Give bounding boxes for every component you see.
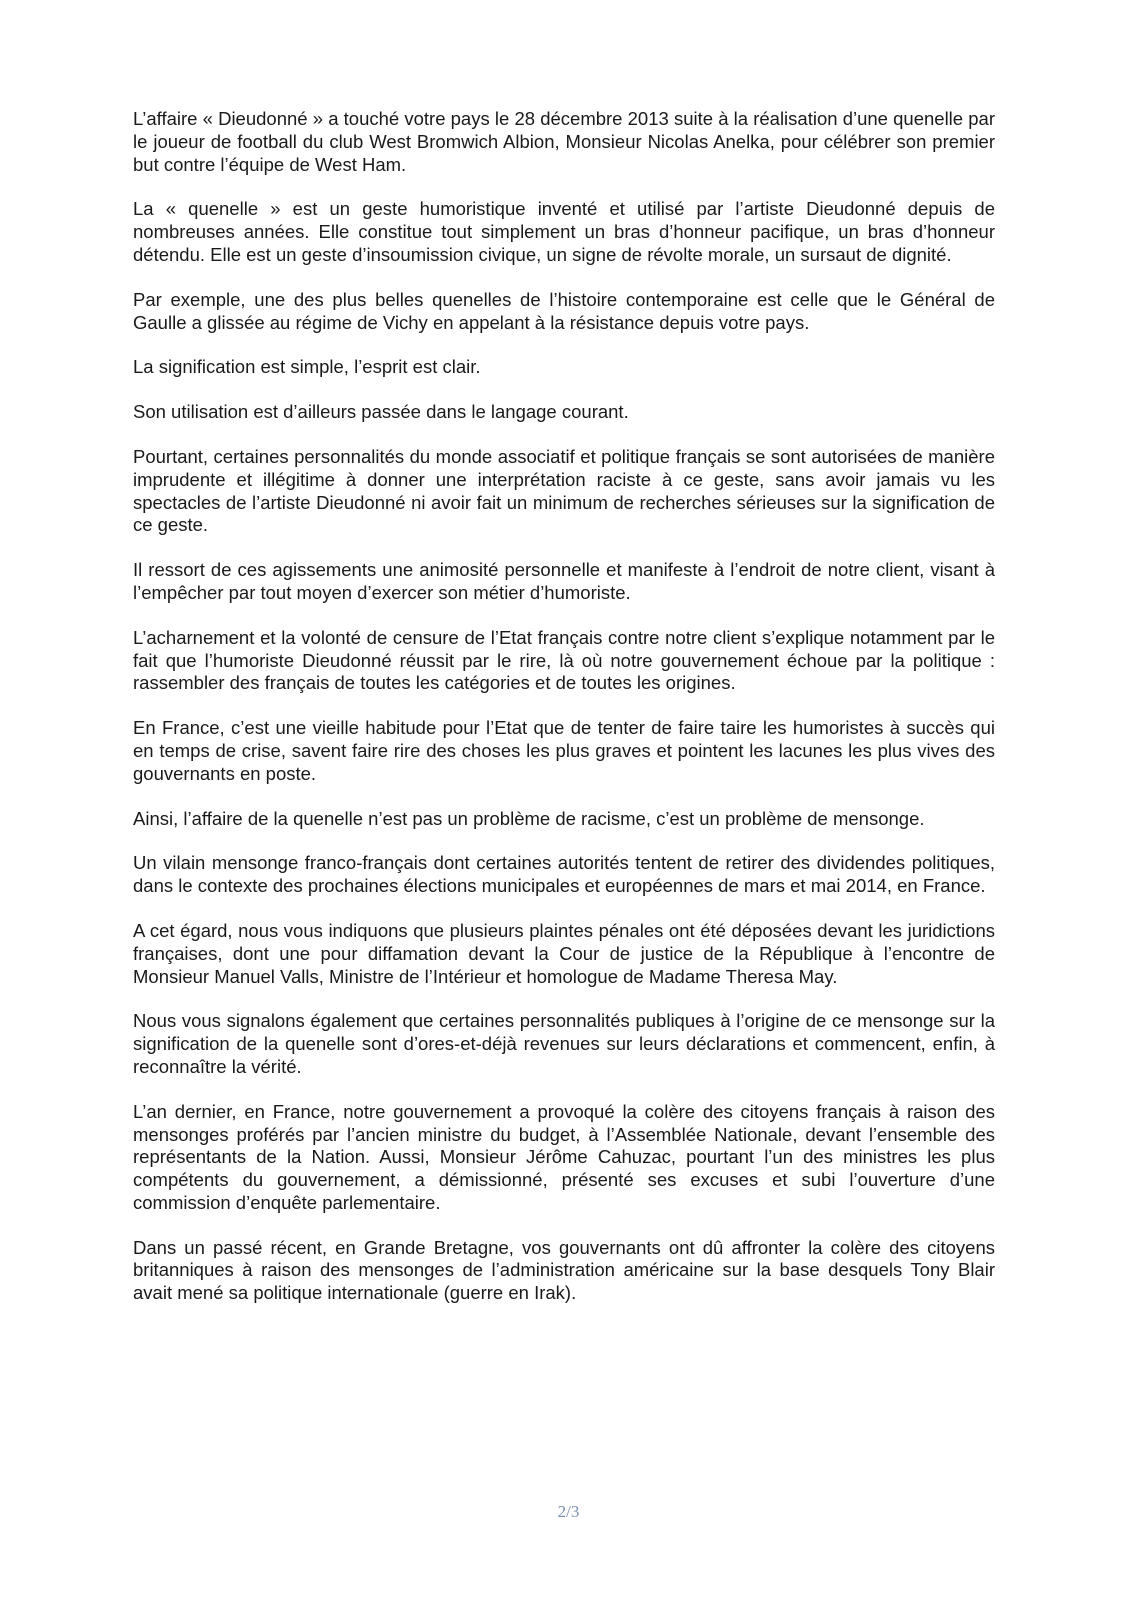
paragraph: En France, c’est une vieille habitude pour l’Etat que de tenter de faire taire les humoristes à succès qui en temps de crise, savent faire rire des choses les plus graves et pointent les lacunes les plus vives des gouvernants en poste. xyxy=(133,717,995,784)
paragraph: L’an dernier, en France, notre gouvernement a provoqué la colère des citoyens français à raison des mensonges proférés par l’ancien ministre du budget, à l’Assemblée Nationale, devant l’ensemble des représentants de la Nation. Aussi, Monsieur Jérôme Cahuzac, pourtant l’un des ministres les plus compétents du gouvernement, a démissionné, présenté ses excuses et subi l’ouverture d’une commission d’enquête parlementaire. xyxy=(133,1100,995,1213)
paragraph: L’affaire « Dieudonné » a touché votre pays le 28 décembre 2013 suite à la réalisation d’une quenelle par le joueur de football du club West Bromwich Albion, Monsieur Nicolas Anelka, pour célébrer son premier but contre l’équipe de West Ham. xyxy=(133,108,995,175)
paragraph: L’acharnement et la volonté de censure de l’Etat français contre notre client s’explique notamment par le fait que l’humoriste Dieudonné réussit par le rire, là où notre gouvernement échoue par la politique : rassembler des français de toutes les catégories et de toutes les origines. xyxy=(133,626,995,694)
paragraph: A cet égard, nous vous indiquons que plusieurs plaintes pénales ont été déposées devant les juridictions françaises, dont une pour diffamation devant la Cour de justice de la République à l’encontre de Monsieur Manuel Valls, Ministre de l’Intérieur et homologue de Madame Theresa May. xyxy=(133,919,995,987)
paragraph: Nous vous signalons également que certaines personnalités publiques à l’origine de ce mensonge sur la signification de la quenelle sont d’ores-et-déjà revenues sur leurs déclarations et commencent, enfin, à reconnaître la vérité. xyxy=(133,1010,995,1077)
paragraph: La « quenelle » est un geste humoristique inventé et utilisé par l’artiste Dieudonné depuis de nombreuses années. Elle constitue tout simplement un bras d’honneur pacifique, un bras d’honneur détendu. Elle est un geste d’insoumission civique, un signe de révolte morale, un sursaut de dignité. xyxy=(133,198,995,265)
paragraph: La signification est simple, l’esprit est clair. xyxy=(133,356,481,378)
paragraph: Par exemple, une des plus belles quenelles de l’histoire contemporaine est celle que le Général de Gaulle a glissée au régime de Vichy en appelant à la résistance depuis votre pays. xyxy=(133,288,995,333)
page-number: 2/3 xyxy=(557,1502,580,1521)
paragraph: Son utilisation est d’ailleurs passée dans le langage courant. xyxy=(133,401,629,423)
paragraph: Pourtant, certaines personnalités du monde associatif et politique français se sont autorisées de manière imprudente et illégitime à donner une interprétation raciste à ce geste, sans avoir jamais vu les spectacles de l’artiste Dieudonné ni avoir fait un minimum de recherches sérieuses sur la signification de ce geste. xyxy=(133,445,995,536)
paragraph: Il ressort de ces agissements une animosité personnelle et manifeste à l’endroit de notre client, visant à l’empêcher par tout moyen d’exercer son métier d’humoriste. xyxy=(133,559,995,603)
paragraph: Ainsi, l’affaire de la quenelle n’est pas un problème de racisme, c’est un problème de mensonge. xyxy=(133,807,925,829)
paragraph: Un vilain mensonge franco-français dont certaines autorités tentent de retirer des dividendes politiques, dans le contexte des prochaines élections municipales et européennes de mars et mai 2014, en France. xyxy=(133,852,995,897)
document-body xyxy=(133,108,995,1327)
paragraph: Dans un passé récent, en Grande Bretagne, vos gouvernants ont dû affronter la colère des citoyens britanniques à raison des mensonges de l’administration américaine sur la base desquels Tony Blair avait mené sa politique internationale (guerre en Irak). xyxy=(133,1236,995,1304)
